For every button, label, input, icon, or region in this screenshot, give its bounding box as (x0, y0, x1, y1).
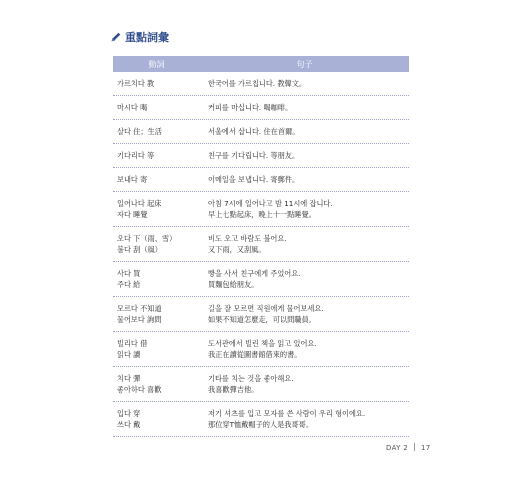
sentence-text: 如果不知道怎麼走，可以問職員。 (208, 315, 316, 324)
sentence-text: 我喜歡彈吉他。 (208, 385, 259, 394)
verb-text: 사다 買 (117, 269, 141, 278)
table-row (113, 120, 409, 144)
sentence-text: 이메일을 보냅니다. 寄郵件。 (208, 175, 300, 184)
vocabulary-table (113, 56, 409, 437)
sentence-cell (200, 297, 409, 331)
verb-text: 불다 刮（風） (117, 245, 162, 254)
verb-text: 모르다 不知道 (117, 304, 162, 313)
verb-text: 기다리다 等 (117, 151, 155, 160)
day-label: DAY 2 (386, 444, 408, 452)
sentence-text: 我正在讀從圖書館借來的書。 (208, 350, 302, 359)
header-sentence: 句子 (296, 59, 313, 69)
table-row (113, 168, 409, 192)
sentence-text: 서울에서 삽니다. 住在首爾。 (208, 127, 300, 136)
verb-text: 빌리다 借 (117, 339, 148, 348)
sentence-text: 빵을 사서 친구에게 주었어요. (208, 269, 301, 278)
sentence-text: 저기 셔츠를 입고 모자를 쓴 사람이 우리 형이에요. (208, 409, 366, 418)
footer-divider (414, 443, 415, 451)
sentence-cell (200, 192, 409, 226)
verb-text: 자다 睡覺 (117, 210, 148, 219)
table-row (113, 297, 409, 332)
sentence-cell (200, 332, 409, 366)
sentence-text: 早上七點起床，晚上十一點睡覺。 (208, 210, 316, 219)
verb-cell (113, 262, 200, 296)
verb-cell (113, 227, 200, 261)
verb-text: 마시다 喝 (117, 103, 148, 112)
header-verb: 動詞 (148, 59, 165, 69)
sentence-cell (200, 402, 409, 436)
verb-text: 좋아하다 喜歡 (117, 385, 162, 394)
verb-cell (113, 367, 200, 401)
verb-text: 쓰다 戴 (117, 420, 141, 429)
pencil-icon (110, 31, 122, 43)
sentence-cell (200, 96, 409, 119)
sentence-text: 那位穿T恤戴帽子的人是我哥哥。 (208, 420, 314, 429)
verb-text: 입다 穿 (117, 409, 141, 418)
sentence-cell (200, 262, 409, 296)
table-row (113, 96, 409, 120)
table-row (113, 402, 409, 437)
page-number: 17 (420, 444, 431, 452)
table-header (113, 56, 409, 72)
verb-cell (113, 72, 200, 95)
sentence-text: 비도 오고 바람도 불어요. (208, 234, 287, 243)
table-row (113, 227, 409, 262)
sentence-text: 買麵包給朋友。 (208, 280, 259, 289)
verb-cell (113, 168, 200, 191)
sentence-text: 한국어를 가르칩니다. 教韓文。 (208, 79, 307, 88)
page-footer (386, 443, 430, 452)
sentence-cell (200, 168, 409, 191)
verb-cell (113, 144, 200, 167)
verb-text: 물어보다 詢問 (117, 315, 162, 324)
table-row (113, 332, 409, 367)
verb-text: 보내다 寄 (117, 175, 148, 184)
table-row (113, 192, 409, 227)
sentence-cell (200, 367, 409, 401)
sentence-text: 又下雨，又刮風。 (208, 245, 266, 254)
verb-cell (113, 120, 200, 143)
table-row (113, 144, 409, 168)
verb-cell (113, 192, 200, 226)
verb-cell (113, 297, 200, 331)
sentence-text: 길을 잘 모르면 직원에게 물어보세요. (208, 304, 324, 313)
table-row (113, 262, 409, 297)
verb-text: 주다 給 (117, 280, 141, 289)
sentence-text: 기타를 치는 것을 좋아해요. (208, 374, 294, 383)
sentence-cell (200, 72, 409, 95)
sentence-text: 친구를 기다립니다. 等朋友。 (208, 151, 300, 160)
table-body (113, 72, 409, 437)
sentence-text: 도서관에서 빌린 책을 읽고 있어요. (208, 339, 317, 348)
section-heading (110, 29, 169, 45)
sentence-cell (200, 227, 409, 261)
table-row (113, 367, 409, 402)
section-title: 重點詞彙 (125, 31, 169, 44)
sentence-cell (200, 120, 409, 143)
sentence-text: 아침 7시에 일어나고 밤 11시에 잡니다. (208, 199, 333, 208)
verb-text: 치다 彈 (117, 374, 141, 383)
table-row (113, 72, 409, 96)
verb-cell (113, 402, 200, 436)
verb-text: 살다 住；生活 (117, 127, 162, 136)
verb-text: 가르치다 教 (117, 79, 155, 88)
verb-cell (113, 96, 200, 119)
verb-text: 읽다 讀 (117, 350, 141, 359)
verb-text: 오다 下（雨、雪） (117, 234, 177, 243)
sentence-text: 커피를 마십니다. 喝咖啡。 (208, 103, 293, 112)
verb-cell (113, 332, 200, 366)
verb-text: 일어나다 起床 (117, 199, 162, 208)
sentence-cell (200, 144, 409, 167)
